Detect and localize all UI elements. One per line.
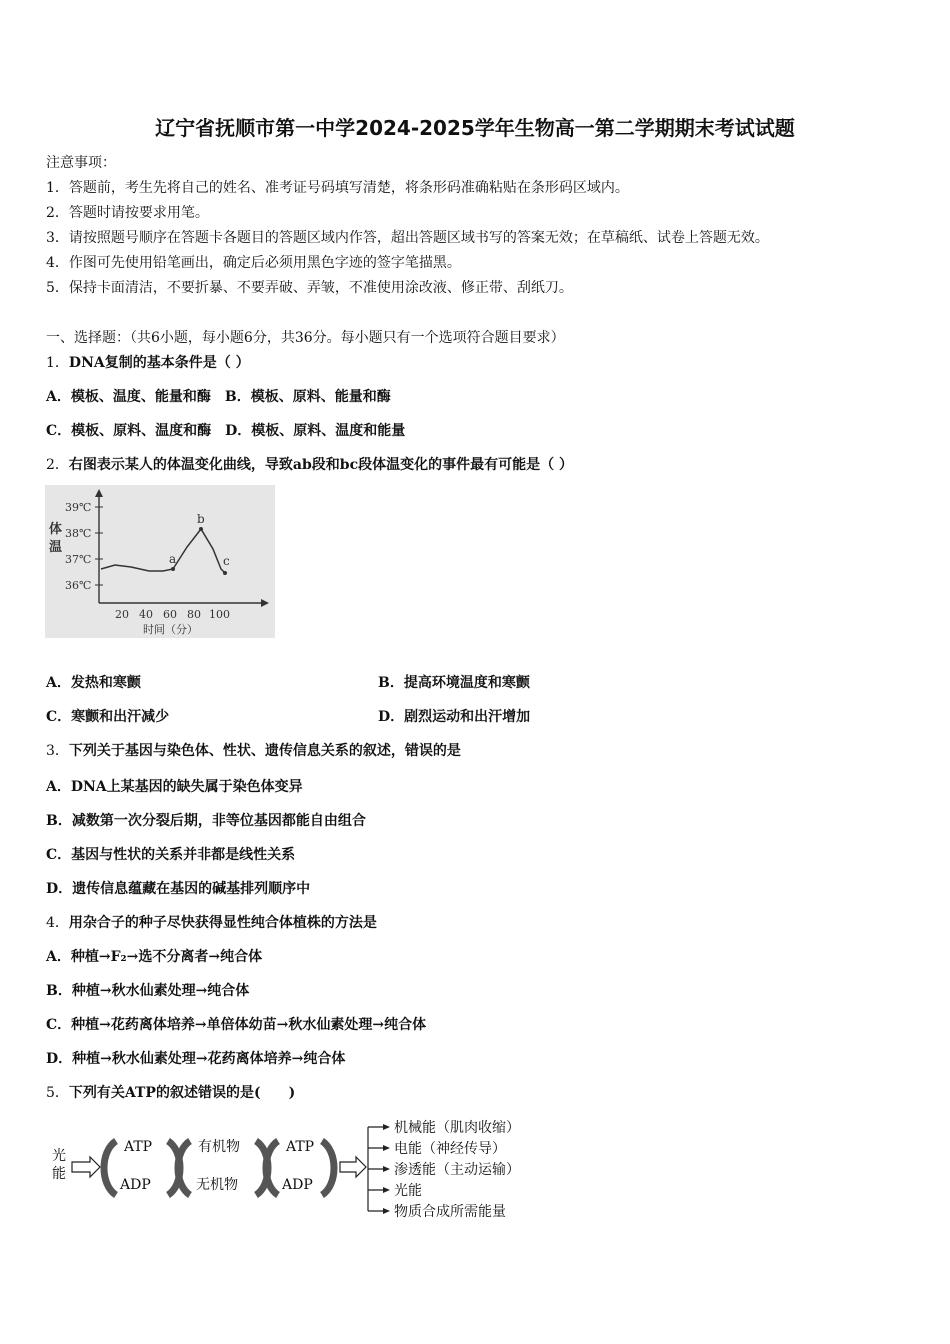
input-arrow — [72, 1157, 100, 1177]
y-axis-label-1: 体 — [49, 522, 63, 537]
temperature-chart — [45, 485, 275, 638]
question-number: 2． — [46, 457, 69, 473]
organic-matter-label: 有机物 — [198, 1139, 240, 1155]
question-3-option-b: B．减数第一次分裂后期，非等位基因都能自由组合 — [46, 813, 366, 829]
atp-label: ATP — [124, 1139, 153, 1155]
point-a — [171, 567, 175, 571]
cycle-arc-left — [266, 1141, 278, 1195]
energy-output-label: 光能 — [394, 1183, 422, 1199]
y-tick-label: 37℃ — [65, 553, 92, 566]
cycle-arc-left — [104, 1141, 116, 1195]
body-temperature-graph — [45, 485, 275, 638]
notice-item: 5．保持卡面清洁，不要折暴、不要弄破、弄皱，不准使用涂改液、修正带、刮纸刀。 — [46, 280, 573, 296]
point-label-a: a — [169, 552, 177, 566]
question-2-option-d: D．剧烈运动和出汗增加 — [378, 709, 531, 725]
x-axis-label: 时间（分） — [143, 623, 198, 636]
notice-item: 2．答题时请按要求用笔。 — [46, 205, 209, 221]
question-4-option-c: C．种植→花药离体培养→单倍体幼苗→秋水仙素处理→纯合体 — [46, 1017, 427, 1033]
y-tick-label: 36℃ — [65, 579, 92, 592]
notice-item: 3．请按照题号顺序在答题卡各题目的答题区域内作答，超出答题区域书写的答案无效；在草稿纸、试卷上答题无效。 — [46, 230, 769, 246]
question-5-stem — [46, 1082, 295, 1102]
question-2-option-c: C．寒颤和出汗减少 — [46, 709, 170, 725]
x-tick-label: 40 — [139, 608, 153, 621]
light-label-top: 光 — [52, 1148, 66, 1164]
energy-output-label: 电能（神经传导） — [394, 1141, 506, 1157]
question-text: 右图表示某人的体温变化曲线，导致ab段和bc段体温变化的事件最有可能是（ ） — [68, 457, 573, 473]
notice-heading: 注意事项： — [46, 155, 116, 171]
question-number: 5． — [46, 1085, 69, 1101]
cycle-arc-left — [178, 1141, 190, 1195]
question-1-stem — [46, 352, 250, 372]
point-label-c: c — [223, 554, 230, 568]
question-2-option-a: A．发热和寒颤 — [46, 675, 141, 691]
question-text: 下列有关ATP的叙述错误的是( ) — [68, 1085, 296, 1101]
energy-output-label: 机械能（肌肉收缩） — [394, 1120, 520, 1136]
energy-output-label: 渗透能（主动运输） — [394, 1162, 520, 1178]
x-tick-label: 80 — [187, 608, 201, 621]
question-1-options-row1: A．模板、温度、能量和酶 B．模板、原料、能量和酶 — [46, 389, 391, 405]
point-b — [199, 527, 203, 531]
question-number: 4． — [46, 915, 69, 931]
question-3-option-d: D．遗传信息蕴藏在基因的碱基排列顺序中 — [46, 881, 311, 897]
question-number: 3． — [46, 743, 69, 759]
question-text: 下列关于基因与染色体、性状、遗传信息关系的叙述，错误的是 — [68, 743, 461, 759]
cycle-arc-right — [322, 1141, 334, 1195]
question-3-option-a: A．DNA上某基因的缺失属于染色体变异 — [46, 779, 303, 795]
question-text: 用杂合子的种子尽快获得显性纯合体植株的方法是 — [68, 915, 377, 931]
question-4-stem — [46, 912, 377, 932]
atp-energy-diagram — [50, 1115, 550, 1225]
question-4-option-a: A．种植→F₂→选不分离者→纯合体 — [46, 949, 263, 965]
inorganic-matter-label: 无机物 — [196, 1177, 238, 1193]
light-label-bottom: 能 — [52, 1166, 66, 1182]
x-tick-label: 20 — [115, 608, 129, 621]
question-3-option-c: C．基因与性状的关系并非都是线性关系 — [46, 847, 296, 863]
y-tick-label: 38℃ — [65, 527, 92, 540]
y-tick-label: 39℃ — [65, 501, 92, 514]
question-number: 1． — [46, 355, 69, 371]
atp-label: ATP — [286, 1139, 315, 1155]
question-text: DNA复制的基本条件是（ ） — [68, 355, 250, 371]
notice-item: 4．作图可先使用铅笔画出，确定后必须用黑色字迹的签字笔描黑。 — [46, 255, 461, 271]
page-title: 辽宁省抚顺市第一中学2024-2025学年生物高一第二学期期末考试试题 — [155, 116, 795, 140]
question-4-option-d: D．种植→秋水仙素处理→花药离体培养→纯合体 — [46, 1051, 346, 1067]
temperature-curve — [101, 529, 225, 573]
output-arrow — [340, 1157, 366, 1177]
adp-label: ADP — [282, 1177, 313, 1193]
energy-output-label: 物质合成所需能量 — [394, 1204, 506, 1220]
question-4-option-b: B．种植→秋水仙素处理→纯合体 — [46, 983, 250, 999]
question-2-option-b: B．提高环境温度和寒颤 — [378, 675, 530, 691]
question-2-stem — [46, 454, 573, 474]
adp-label: ADP — [120, 1177, 151, 1193]
question-1-options-row2: C．模板、原料、温度和酶 D．模板、原料、温度和能量 — [46, 423, 406, 439]
x-tick-label: 60 — [163, 608, 177, 621]
y-axis-label-2: 温 — [49, 540, 63, 555]
x-tick-label: 100 — [209, 608, 230, 621]
point-c — [223, 571, 227, 575]
section-heading: 一、选择题：（共6小题，每小题6分，共36分。每小题只有一个选项符合题目要求） — [46, 330, 565, 346]
question-3-stem — [46, 740, 461, 760]
point-label-b: b — [197, 512, 205, 526]
notice-item: 1．答题前，考生先将自己的姓名、准考证号码填写清楚，将条形码准确粘贴在条形码区域内。 — [46, 180, 629, 196]
